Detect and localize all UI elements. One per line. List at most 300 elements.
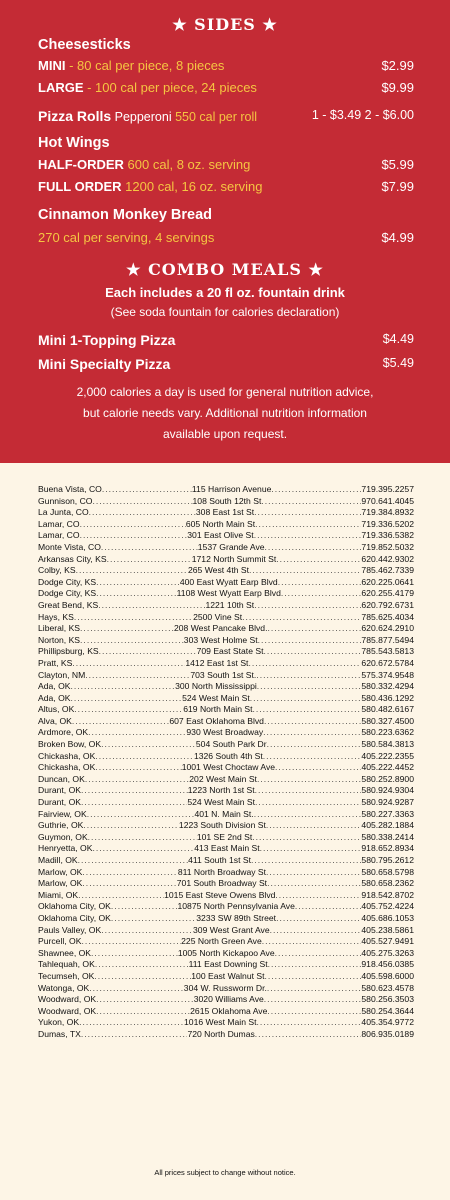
leader-dots [248, 658, 361, 670]
monkey-detail: 270 cal per serving, 4 servings [38, 230, 215, 245]
leader-dots [111, 913, 196, 925]
location-address: 303 West Holme St [183, 634, 258, 645]
location-phone: 575.374.9548 [361, 669, 414, 680]
large-detail: - 100 cal per piece, 24 pieces [83, 80, 257, 95]
location-address: 308 East 1st St [195, 507, 255, 518]
location-row [38, 751, 414, 763]
location-city: Gunnison, CO [38, 495, 93, 506]
location-phone: 580.584.3813 [361, 739, 414, 750]
full-price: $7.99 [381, 179, 414, 194]
location-row [38, 948, 414, 960]
leader-dots [252, 832, 361, 844]
leader-dots [265, 542, 362, 554]
leader-dots [276, 913, 361, 925]
location-row [38, 658, 414, 670]
location-row [38, 1029, 414, 1041]
leader-dots [107, 554, 192, 566]
location-address: 225 North Green Ave [181, 936, 262, 947]
location-row [38, 809, 414, 821]
location-phone: 620.624.2910 [361, 623, 414, 634]
leader-dots [99, 646, 197, 658]
location-address: 101 SE 2nd St [196, 831, 253, 842]
half-label: HALF-ORDER [38, 157, 124, 172]
mini-detail: - 80 cal per piece, 8 pieces [65, 58, 225, 73]
location-row [38, 971, 414, 983]
location-phone: 405.752.4224 [361, 901, 414, 912]
location-phone: 719.336.5382 [361, 530, 414, 541]
location-city: Guymon, OK [38, 831, 88, 842]
location-city: Madill, OK [38, 855, 78, 865]
leader-dots [87, 809, 195, 821]
leader-dots [83, 820, 179, 832]
leader-dots [80, 519, 186, 531]
location-city: Woodward, OK [38, 1005, 97, 1016]
location-row [38, 867, 414, 879]
leader-dots [78, 890, 164, 902]
location-city: Miami, OK [38, 889, 79, 900]
leader-dots [101, 925, 193, 937]
pizza-rolls-row [38, 108, 414, 124]
location-phone: 918.542.8702 [361, 889, 414, 900]
leader-dots [264, 716, 361, 728]
location-phone: 785.877.5494 [361, 634, 414, 645]
leader-dots [96, 577, 180, 589]
leader-dots [94, 971, 191, 983]
rolls-label: Pizza Rolls [38, 108, 112, 124]
leader-dots [82, 878, 176, 890]
location-row [38, 612, 414, 624]
combo-item1-price: $4.49 [382, 332, 414, 346]
leader-dots [254, 809, 362, 821]
location-address: 1326 South 4th St [193, 750, 263, 761]
location-city: Hays, KS [38, 611, 74, 622]
location-phone: 405.686.1053 [361, 912, 414, 923]
location-address: 1015 East Steve Owens Blvd [164, 889, 276, 900]
leader-dots [262, 936, 362, 948]
location-address: 202 West Main St [189, 773, 257, 784]
location-address: 811 North Broadway St [177, 866, 267, 877]
location-row [38, 983, 414, 995]
leader-dots [95, 751, 194, 763]
leader-dots [95, 762, 181, 774]
leader-dots [267, 878, 361, 890]
location-city: Broken Bow, OK [38, 739, 102, 750]
location-address: 2500 Vine St [193, 611, 243, 622]
location-address: 111 East Downing St [188, 959, 268, 970]
location-phone: 580.795.2612 [361, 855, 414, 865]
leader-dots [267, 623, 361, 635]
sides-title: ★ SIDES ★ [172, 15, 278, 34]
location-phone: 580.227.3363 [361, 808, 414, 819]
location-city: Marlow, OK [38, 866, 83, 877]
leader-dots [85, 670, 190, 682]
location-address: 1005 North Kickapoo Ave [177, 947, 275, 958]
location-row [38, 727, 414, 739]
location-address: 709 East State St [196, 646, 264, 657]
cheesesticks-large-row [38, 80, 414, 95]
location-row [38, 484, 414, 496]
location-city: Liberal, KS [38, 623, 81, 634]
location-city: Dodge City, KS [38, 576, 97, 587]
location-city: Oklahoma City, OK [38, 901, 111, 912]
location-row [38, 913, 414, 925]
full-detail: 1200 cal, 16 oz. serving [121, 179, 263, 194]
location-phone: 405.222.2355 [361, 750, 414, 761]
leader-dots [101, 542, 198, 554]
location-city: Buena Vista, CO [38, 484, 102, 494]
leader-dots [92, 496, 192, 508]
leader-dots [263, 727, 361, 739]
location-address: 309 West Grant Ave [193, 924, 270, 935]
leader-dots [266, 820, 362, 832]
leader-dots [80, 530, 188, 542]
leader-dots [268, 959, 362, 971]
location-phone: 580.332.4294 [361, 681, 414, 692]
leader-dots [275, 890, 361, 902]
leader-dots [92, 843, 194, 855]
nutrition-line2: but calorie needs vary. Additional nutrition information [83, 406, 367, 420]
location-row [38, 681, 414, 693]
location-phone: 580.252.8900 [361, 773, 414, 784]
combo-line1: Each includes a 20 fl oz. fountain drink [105, 285, 345, 300]
location-address: 703 South 1st St. [190, 669, 257, 680]
leader-dots [267, 739, 362, 751]
leader-dots [275, 948, 362, 960]
location-row [38, 832, 414, 844]
leader-dots [258, 635, 362, 647]
location-row [38, 762, 414, 774]
location-address: 300 North Mississippi [175, 681, 257, 692]
leader-dots [266, 867, 361, 879]
leader-dots [275, 762, 361, 774]
rolls-cal: 550 cal per roll [175, 110, 258, 124]
location-row [38, 704, 414, 716]
combo-item2-price: $5.49 [382, 356, 414, 370]
location-address: 411 South 1st St [188, 855, 251, 865]
combo-item2: Mini Specialty Pizza [38, 356, 171, 372]
location-phone: 580.338.2414 [361, 831, 414, 842]
location-city: Chickasha, OK [38, 750, 96, 761]
leader-dots [265, 971, 362, 983]
location-city: Norton, KS [38, 634, 81, 645]
location-row [38, 774, 414, 786]
location-city: Watonga, OK [38, 982, 90, 993]
mini-label: MINI [38, 58, 66, 73]
location-address: 930 West Broadway [186, 727, 264, 738]
leader-dots [295, 901, 362, 913]
nutrition-line1: 2,000 calories a day is used for general nutrition advice, [76, 385, 374, 399]
location-phone: 580.256.3503 [361, 994, 414, 1005]
location-address: 413 East Main St [194, 843, 260, 854]
location-city: Durant, OK [38, 797, 81, 808]
leader-dots [76, 565, 188, 577]
combo-item2-row [38, 356, 414, 372]
leader-dots [74, 612, 193, 624]
combo-item1: Mini 1-Topping Pizza [38, 332, 176, 348]
location-address: 2615 Oklahoma Ave [190, 1005, 268, 1016]
mini-price: $2.99 [381, 58, 414, 73]
leader-dots [102, 484, 192, 496]
location-city: Great Bend, KS [38, 599, 99, 610]
hot-wings-heading: Hot Wings [38, 135, 110, 151]
location-phone: 719.336.5202 [361, 518, 414, 529]
leader-dots [257, 774, 361, 786]
leader-dots [254, 507, 361, 519]
location-address: 504 South Park Dr [195, 739, 267, 750]
location-phone: 620.255.4179 [361, 588, 414, 599]
combo-item1-row [38, 332, 414, 348]
location-address: 301 East Olive St [187, 530, 254, 541]
location-address: 619 North Main St [183, 704, 253, 715]
location-city: Dumas, TX [38, 1028, 81, 1039]
location-phone: 405.282.1884 [361, 820, 414, 831]
half-detail: 600 cal, 8 oz. serving [123, 157, 251, 172]
location-row [38, 925, 414, 937]
leader-dots [267, 1006, 361, 1018]
leader-dots [89, 983, 184, 995]
half-price: $5.99 [381, 157, 414, 172]
location-row [38, 901, 414, 913]
location-phone: 620.225.0641 [361, 576, 414, 587]
location-address: 701 South Broadway St [176, 878, 268, 889]
location-city: Oklahoma City, OK [38, 912, 111, 923]
location-address: 400 East Wyatt Earp Blvd [179, 576, 278, 587]
leader-dots [263, 646, 361, 658]
leader-dots [260, 843, 362, 855]
location-row [38, 994, 414, 1006]
location-city: Woodward, OK [38, 994, 97, 1005]
leader-dots [257, 681, 362, 693]
wings-half-row [38, 157, 414, 172]
location-row [38, 1017, 414, 1029]
location-row [38, 496, 414, 508]
location-address: 607 East Oklahoma Blvd [169, 715, 264, 726]
location-city: Ardmore, OK [38, 727, 89, 738]
location-phone: 580.924.9287 [361, 797, 414, 808]
location-address: 1223 North 1st St [187, 785, 255, 796]
location-city: Duncan, OK [38, 773, 85, 784]
location-phone: 405.598.6000 [361, 970, 414, 981]
location-address: 115 Harrison Avenue [191, 484, 272, 494]
leader-dots [70, 693, 182, 705]
location-phone: 405.238.5861 [361, 924, 414, 935]
location-address: 524 West Main St [182, 692, 250, 703]
location-phone: 970.641.4045 [361, 495, 414, 506]
leader-dots [91, 948, 178, 960]
location-row [38, 797, 414, 809]
full-label: FULL ORDER [38, 179, 122, 194]
leader-dots [261, 496, 361, 508]
leader-dots [249, 565, 361, 577]
location-row [38, 600, 414, 612]
leader-dots [72, 658, 185, 670]
location-address: 720 North Dumas [187, 1028, 255, 1039]
location-address: 1016 West Main St [184, 1017, 257, 1028]
location-phone: 620.792.6731 [361, 599, 414, 610]
leader-dots [276, 554, 361, 566]
location-address: 3233 SW 89th Street [196, 912, 277, 923]
locations-list [38, 484, 414, 1041]
leader-dots [255, 785, 362, 797]
location-row [38, 530, 414, 542]
leader-dots [101, 739, 196, 751]
location-row [38, 855, 414, 867]
leader-dots [281, 588, 362, 600]
location-city: Shawnee, OK [38, 947, 92, 958]
leader-dots [250, 693, 362, 705]
leader-dots [251, 855, 361, 867]
location-row [38, 623, 414, 635]
leader-dots [80, 635, 184, 647]
location-city: Lamar, CO [38, 530, 80, 541]
leader-dots [271, 484, 361, 496]
leader-dots [81, 936, 181, 948]
leader-dots [96, 1006, 190, 1018]
location-city: Ada, OK [38, 681, 71, 692]
location-city: Pauls Valley, OK [38, 924, 102, 935]
location-address: 265 West 4th St [188, 565, 249, 576]
leader-dots [252, 704, 361, 716]
location-phone: 580.658.2362 [361, 878, 414, 889]
location-phone: 580.223.6362 [361, 727, 414, 738]
location-phone: 580.254.3644 [361, 1005, 414, 1016]
location-city: Phillipsburg, KS [38, 646, 99, 657]
leader-dots [88, 727, 186, 739]
location-phone: 620.672.5784 [361, 657, 414, 668]
location-address: 208 West Pancake Blvd. [173, 623, 268, 634]
location-row [38, 519, 414, 531]
leader-dots [81, 797, 187, 809]
location-city: Purcell, OK [38, 936, 82, 947]
leader-dots [96, 994, 194, 1006]
location-row [38, 820, 414, 832]
leader-dots [89, 507, 196, 519]
leader-dots [242, 612, 361, 624]
leader-dots [256, 1017, 361, 1029]
leader-dots [263, 751, 362, 763]
location-phone: 405.275.3263 [361, 947, 414, 958]
leader-dots [81, 785, 188, 797]
location-city: Clayton, NM [38, 669, 86, 680]
leader-dots [88, 832, 197, 844]
location-city: Durant, OK [38, 785, 81, 796]
location-row [38, 646, 414, 658]
location-phone: 580.623.4578 [361, 982, 414, 993]
location-phone: 719.395.2257 [361, 484, 414, 494]
location-row [38, 507, 414, 519]
location-address: 1712 North Summit St [191, 553, 277, 564]
location-phone: 785.625.4034 [361, 611, 414, 622]
leader-dots [255, 1029, 362, 1041]
leader-dots [96, 588, 177, 600]
location-row [38, 878, 414, 890]
location-row [38, 716, 414, 728]
location-city: Marlow, OK [38, 878, 83, 889]
leader-dots [267, 983, 362, 995]
location-address: 1412 East 1st St [185, 657, 249, 668]
location-phone: 806.935.0189 [361, 1028, 414, 1039]
location-city: Arkansas City, KS [38, 553, 107, 564]
location-city: Dodge City, KS [38, 588, 97, 599]
location-phone: 719.852.5032 [361, 541, 414, 552]
location-row [38, 588, 414, 600]
location-city: Chickasha, OK [38, 762, 96, 773]
location-phone: 918.652.8934 [361, 843, 414, 854]
leader-dots [79, 1017, 184, 1029]
location-row [38, 542, 414, 554]
leader-dots [74, 704, 183, 716]
location-address: 1001 West Choctaw Ave [181, 762, 276, 773]
monkey-bread-heading: Cinnamon Monkey Bread [38, 207, 213, 223]
location-address: 10875 North Pennsylvania Ave [177, 901, 295, 912]
large-label: LARGE [38, 80, 84, 95]
location-phone: 785.543.5813 [361, 646, 414, 657]
location-row [38, 890, 414, 902]
location-phone: 405.354.9772 [361, 1017, 414, 1028]
location-city: La Junta, CO [38, 507, 89, 518]
leader-dots [85, 774, 189, 786]
location-city: Tahlequah, OK [38, 959, 95, 970]
location-row [38, 739, 414, 751]
location-address: 524 West Main St [187, 797, 256, 808]
leader-dots [255, 797, 361, 809]
monkey-bread-row [38, 230, 414, 245]
leader-dots [81, 1029, 188, 1041]
location-phone: 580.436.1292 [361, 692, 414, 703]
rolls-price: 1 - $3.49 2 - $6.00 [311, 108, 414, 122]
location-phone: 620.442.9302 [361, 553, 414, 564]
location-city: Yukon, OK [38, 1017, 80, 1028]
location-row [38, 554, 414, 566]
location-address: 108 South 12th St [192, 495, 262, 506]
leader-dots [254, 600, 361, 612]
location-address: 1108 West Wyatt Earp Blvd [176, 588, 281, 599]
cheesesticks-mini-row [38, 58, 414, 73]
leader-dots [95, 959, 189, 971]
location-row [38, 1006, 414, 1018]
location-city: Alva, OK [38, 715, 72, 726]
location-city: Colby, KS [38, 565, 76, 576]
location-address: 401 N. Main St. [194, 808, 254, 819]
location-city: Monte Vista, CO [38, 541, 101, 552]
location-city: Tecumseh, OK [38, 970, 95, 981]
location-city: Henryetta, OK [38, 843, 93, 854]
location-city: Ada, OK [38, 692, 71, 703]
location-row [38, 936, 414, 948]
leader-dots [270, 925, 362, 937]
location-city: Fairview, OK [38, 808, 87, 819]
large-price: $9.99 [381, 80, 414, 95]
location-city: Pratt, KS [38, 657, 73, 668]
rolls-sub: Pepperoni [111, 110, 176, 124]
location-phone: 405.222.4452 [361, 762, 414, 773]
leader-dots [98, 600, 205, 612]
location-row [38, 843, 414, 855]
price-disclaimer: All prices subject to change without notice. [154, 1168, 296, 1177]
menu-panel [0, 0, 450, 463]
leader-dots [70, 681, 175, 693]
leader-dots [72, 716, 169, 728]
leader-dots [255, 519, 361, 531]
location-phone: 580.482.6167 [361, 704, 414, 715]
location-city: Lamar, CO [38, 518, 80, 529]
leader-dots [111, 901, 178, 913]
leader-dots [80, 623, 174, 635]
leader-dots [264, 994, 362, 1006]
location-address: 605 North Main St [185, 518, 256, 529]
location-phone: 405.527.9491 [361, 936, 414, 947]
leader-dots [278, 577, 362, 589]
